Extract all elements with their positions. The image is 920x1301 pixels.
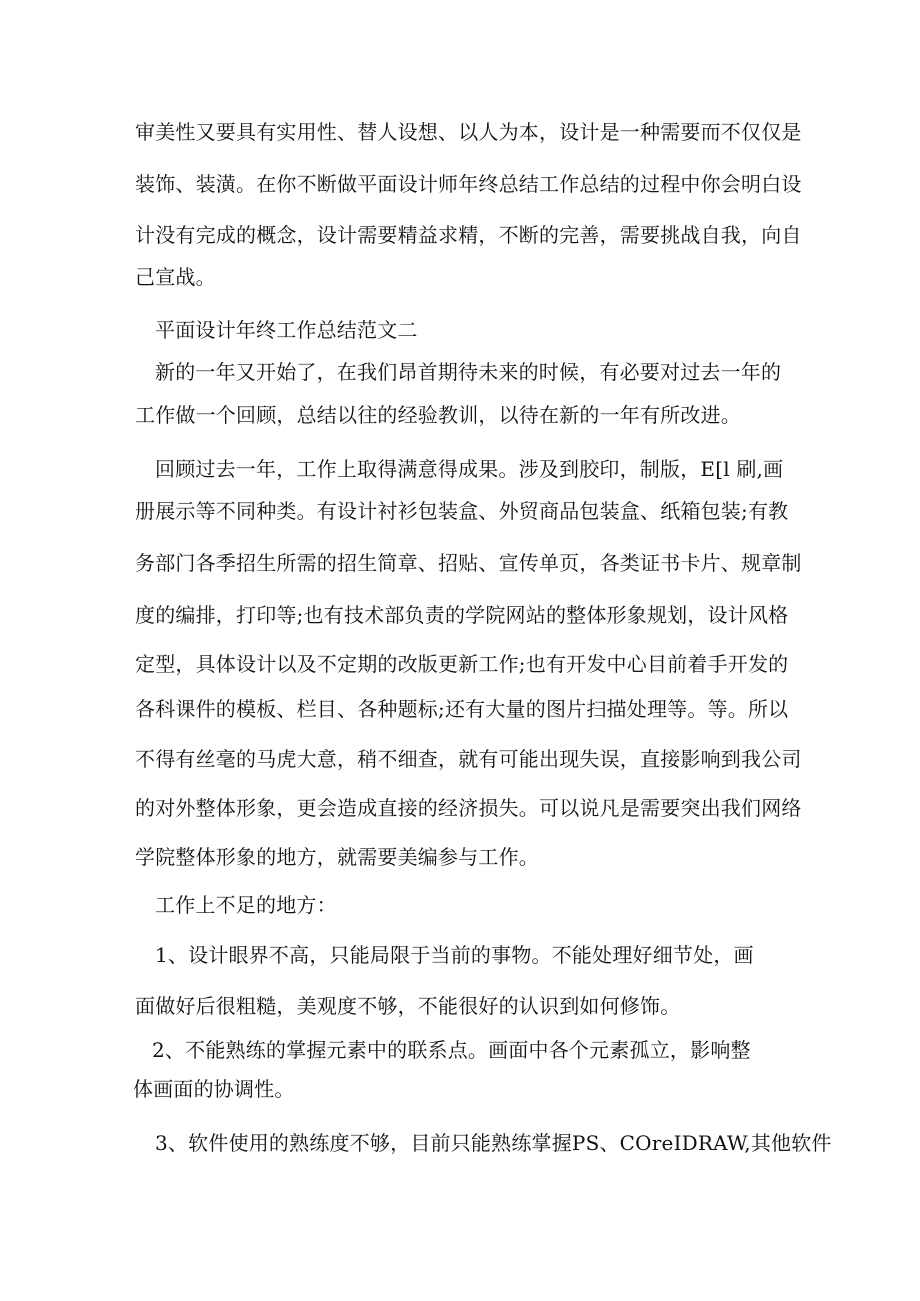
paragraph-line: 学院整体形象的地方，就需要美编参与工作。: [135, 845, 539, 869]
paragraph-line: 新的一年又开始了，在我们昂首期待未来的时候，有必要对过去一年的: [155, 360, 782, 384]
list-item-continuation: 体画面的协调性。: [133, 1077, 295, 1101]
section-heading: 平面设计年终工作总结范文二: [155, 318, 418, 342]
list-item: 3、软件使用的熟练度不够，目前只能熟练掌握PS、COreIDRAW,其他软件: [155, 1131, 832, 1155]
list-item: 2、不能熟练的掌握元素中的联系点。画面中各个元素孤立，影响整: [152, 1038, 751, 1062]
paragraph-line: 务部门各季招生所需的招生简章、招贴、宣传单页，各类证书卡片、规章制: [135, 551, 802, 575]
paragraph-line: 的对外整体形象，更会造成直接的经济损失。可以说凡是需要突出我们网络: [135, 796, 802, 820]
paragraph-line: 计没有完成的概念，设计需要精益求精，不断的完善，需要挑战自我，向自: [135, 223, 802, 247]
list-item-continuation: 面做好后很粗糙，美观度不够，不能很好的认识到如何修饰。: [135, 994, 681, 1018]
paragraph-line: 不得有丝毫的马虎大意，稍不细查，就有可能出现失误，直接影响到我公司: [135, 747, 802, 771]
paragraph-line: 定型，具体设计以及不定期的改版更新工作;也有开发中心目前着手开发的: [135, 652, 789, 676]
paragraph-line: 册展示等不同种类。有设计衬衫包装盒、外贸商品包装盒、纸箱包装;有教: [135, 499, 789, 523]
paragraph-line: 度的编排，打印等;也有技术部负责的学院网站的整体形象规划，设计风格: [135, 603, 789, 627]
paragraph-line: 回顾过去一年，工作上取得满意得成果。涉及到胶印，制版，E[l 刷,画: [155, 457, 784, 481]
paragraph-line: 各科课件的模板、栏目、各种题标;还有大量的图片扫描处理等。等。所以: [135, 697, 789, 721]
section-subheading: 工作上不足的地方：: [155, 893, 337, 917]
paragraph-line: 己宣战。: [135, 265, 216, 289]
list-item: 1、设计眼界不高，只能局限于当前的事物。不能处理好细节处，画: [155, 943, 754, 967]
paragraph-line: 工作做一个回顾，总结以往的经验教训，以待在新的一年有所改进。: [135, 403, 741, 427]
paragraph-line: 审美性又要具有实用性、替人设想、以人为本，设计是一种需要而不仅仅是: [135, 120, 802, 144]
paragraph-line: 装饰、装潢。在你不断做平面设计师年终总结工作总结的过程中你会明白设: [135, 172, 802, 196]
